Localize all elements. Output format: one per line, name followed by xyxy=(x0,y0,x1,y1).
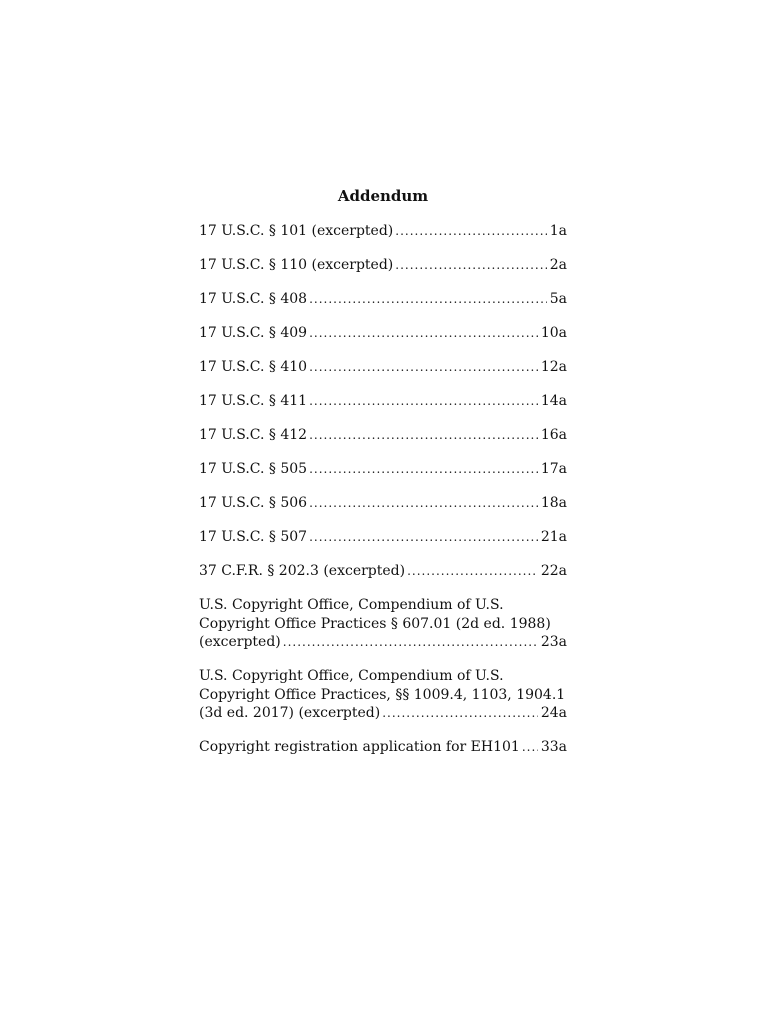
toc-entry-text-line: 17 U.S.C. § 505 xyxy=(199,461,308,477)
toc-entry-page-number: 22a xyxy=(540,563,567,579)
toc-entry-text-line: 17 U.S.C. § 506 xyxy=(199,495,308,511)
toc-entry-page-number: 24a xyxy=(540,705,567,721)
toc-entry-page-number: 10a xyxy=(540,325,567,341)
toc-entry-text-line: U.S. Copyright Office, Compendium of U.S. xyxy=(199,668,504,684)
dot-leader xyxy=(309,290,547,309)
toc-entry-final-line xyxy=(199,738,567,757)
toc-entry xyxy=(199,494,567,513)
toc-entry-page-number: 2a xyxy=(549,257,567,273)
toc-entry-final-line xyxy=(199,290,567,309)
toc-entry xyxy=(199,392,567,411)
toc-entry-final-line xyxy=(199,256,567,275)
addendum-page xyxy=(199,186,567,772)
toc-entry xyxy=(199,290,567,309)
table-of-contents xyxy=(199,222,567,757)
toc-entry-text-line: 17 U.S.C. § 507 xyxy=(199,529,308,545)
toc-entry-text-line: (excerpted) xyxy=(199,634,281,650)
toc-entry-page-number: 21a xyxy=(540,529,567,545)
toc-entry-page-number: 1a xyxy=(549,223,567,239)
toc-entry-final-line xyxy=(199,494,567,513)
toc-entry xyxy=(199,324,567,343)
toc-entry xyxy=(199,256,567,275)
toc-entry-final-line xyxy=(199,460,567,479)
toc-entry-final-line xyxy=(199,392,567,411)
page-title: Addendum xyxy=(337,187,429,205)
toc-entry-text-line: 17 U.S.C. § 412 xyxy=(199,427,308,443)
toc-entry-text-line: Copyright Office Practices, §§ 1009.4, 1103, 1904.1 xyxy=(199,686,566,703)
toc-entry-text-line: 17 U.S.C. § 410 xyxy=(199,359,308,375)
toc-entry-text-line: 17 U.S.C. § 101 (excerpted) xyxy=(199,223,394,239)
dot-leader xyxy=(309,460,538,479)
toc-entry-text-line: 17 U.S.C. § 411 xyxy=(199,393,308,409)
toc-entry-text-line: 17 U.S.C. § 409 xyxy=(199,325,308,341)
toc-entry xyxy=(199,738,567,757)
dot-leader xyxy=(309,528,538,547)
dot-leader xyxy=(395,222,546,241)
toc-entry xyxy=(199,222,567,241)
toc-entry-final-line xyxy=(199,358,567,377)
toc-entry-final-line xyxy=(199,562,567,581)
toc-entry-text-line: 37 C.F.R. § 202.3 (excerpted) xyxy=(199,563,406,579)
toc-entry-text-line: Copyright Office Practices § 607.01 (2d ed. 1988) xyxy=(199,615,551,632)
dot-leader xyxy=(309,426,538,445)
toc-entry-page-number: 5a xyxy=(549,291,567,307)
dot-leader xyxy=(283,633,538,652)
toc-entry xyxy=(199,426,567,445)
toc-entry-text-line: 17 U.S.C. § 110 (excerpted) xyxy=(199,257,394,273)
toc-entry-final-line xyxy=(199,633,567,652)
dot-leader xyxy=(309,494,538,513)
toc-entry-text-line: (3d ed. 2017) (excerpted) xyxy=(199,705,381,721)
toc-entry-text-line: U.S. Copyright Office, Compendium of U.S. xyxy=(199,597,504,613)
toc-entry xyxy=(199,667,567,723)
toc-entry-final-line xyxy=(199,528,567,547)
toc-entry-page-number: 16a xyxy=(540,427,567,443)
dot-leader xyxy=(309,358,538,377)
dot-leader xyxy=(309,392,538,411)
toc-entry xyxy=(199,562,567,581)
toc-entry-final-line xyxy=(199,426,567,445)
toc-entry xyxy=(199,358,567,377)
toc-entry-page-number: 12a xyxy=(540,359,567,375)
toc-entry xyxy=(199,528,567,547)
toc-entry-page-number: 17a xyxy=(540,461,567,477)
toc-entry-page-number: 14a xyxy=(540,393,567,409)
toc-entry-page-number: 18a xyxy=(540,495,567,511)
dot-leader xyxy=(382,704,538,723)
dot-leader xyxy=(395,256,546,275)
toc-entry-text-line: Copyright registration application for EH101 xyxy=(199,739,520,755)
dot-leader xyxy=(522,738,538,757)
toc-entry-page-number: 23a xyxy=(540,634,567,650)
toc-entry-text-line: 17 U.S.C. § 408 xyxy=(199,291,308,307)
dot-leader xyxy=(309,324,538,343)
toc-entry xyxy=(199,596,567,652)
toc-entry-final-line xyxy=(199,324,567,343)
toc-entry-page-number: 33a xyxy=(540,739,567,755)
toc-entry-final-line xyxy=(199,704,567,723)
toc-entry-final-line xyxy=(199,222,567,241)
dot-leader xyxy=(407,562,538,581)
toc-entry xyxy=(199,460,567,479)
